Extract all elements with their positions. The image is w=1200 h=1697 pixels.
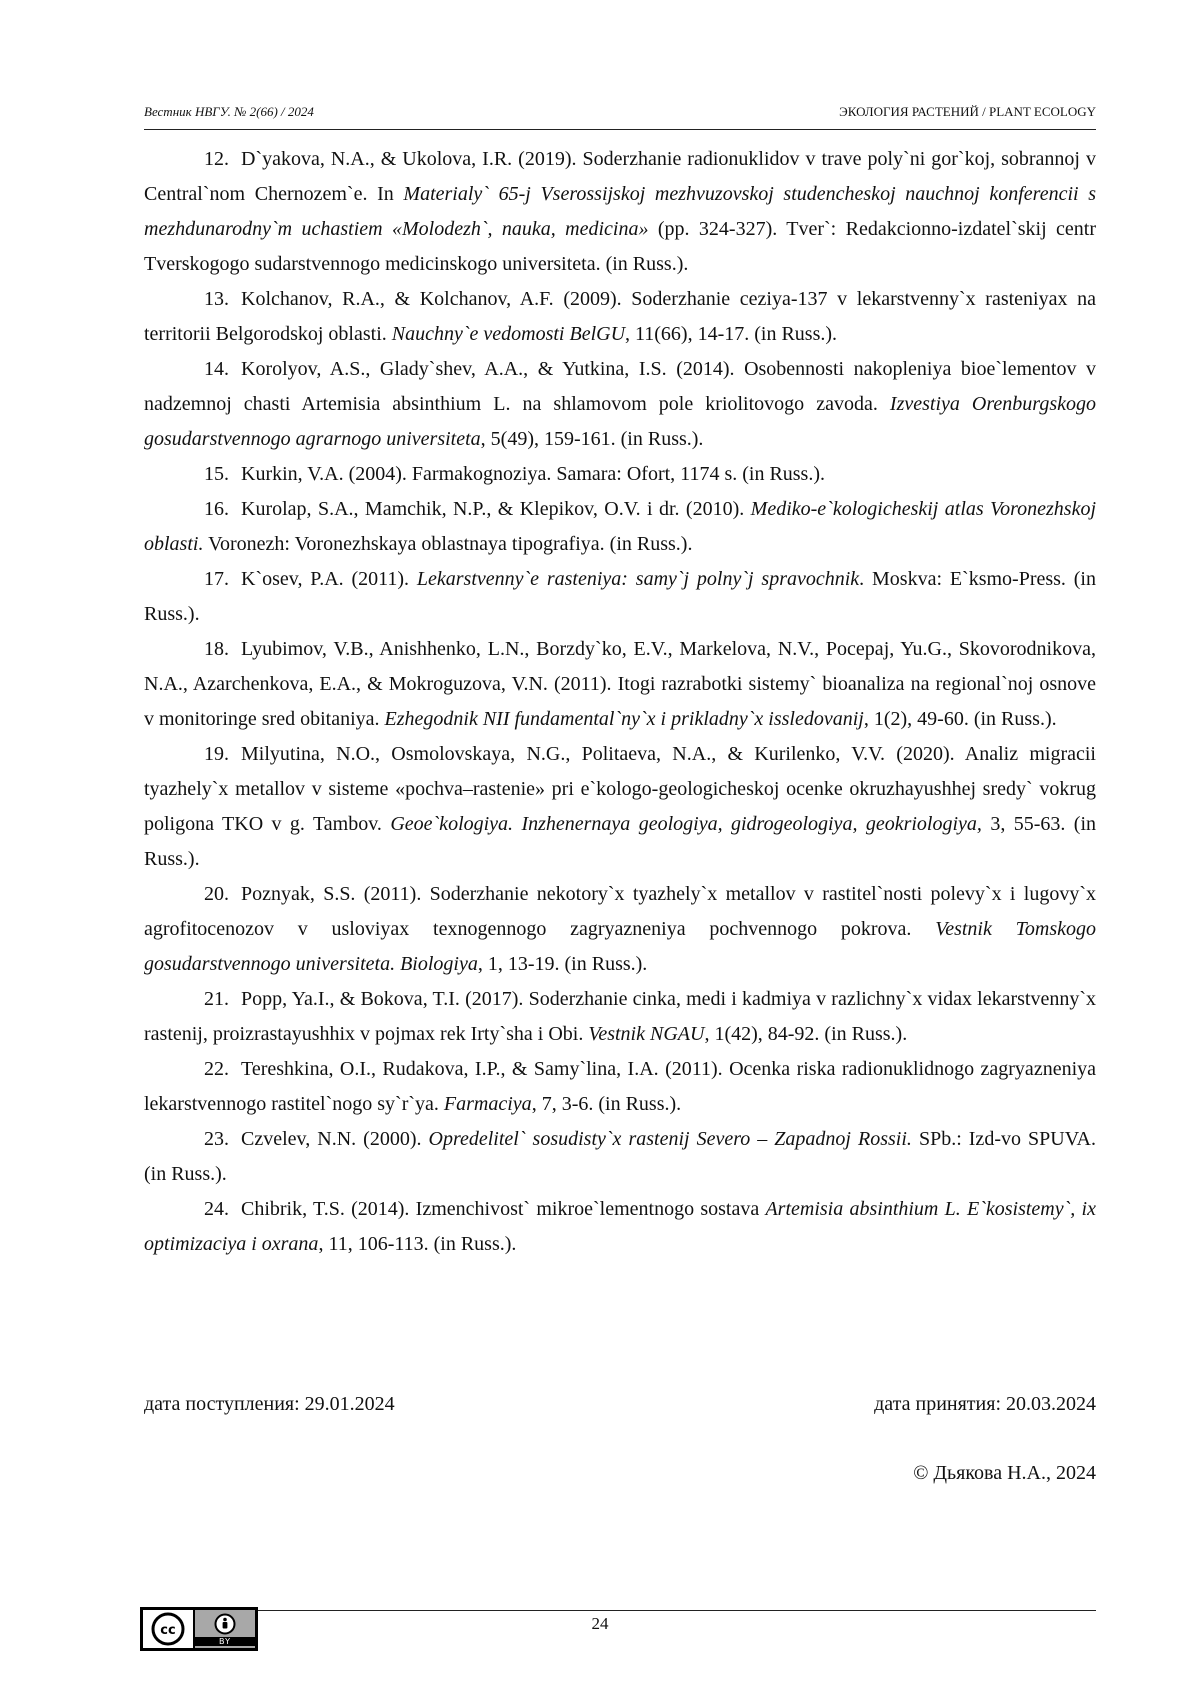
reference-item <box>144 1052 1096 1122</box>
reference-item <box>144 142 1096 282</box>
reference-text: , 1(2), 49-60. (in Russ.). <box>863 708 1057 730</box>
reference-item <box>144 492 1096 562</box>
reference-source-title: Ezhegodnik NII fundamental`ny`x i prikladny`x issledovanij <box>384 708 864 730</box>
reference-number: 16. <box>204 498 229 520</box>
reference-text: . Moskva: E`ksmo-Press. (in Russ.). <box>144 568 1096 625</box>
reference-number: 21. <box>204 988 229 1010</box>
reference-text: , 1(42), 84-92. (in Russ.). <box>704 1023 908 1045</box>
section-title: ЭКОЛОГИЯ РАСТЕНИЙ / PLANT ECOLOGY <box>839 104 1096 119</box>
reference-text: Korolyov, A.S., Glady`shev, A.A., & Yutkina, I.S. (2014). Osobennosti nakopleniya bioe`lementov v nadzemnoj chasti Artemisia absinthium L. na shlamovom pole kriolitovogo zavoda. <box>144 358 1096 415</box>
reference-text: , 11(66), 14-17. (in Russ.). <box>625 323 838 345</box>
copyright-notice: © Дьякова Н.А., 2024 <box>913 1462 1096 1484</box>
reference-item <box>144 352 1096 457</box>
footer-divider <box>144 1610 1096 1611</box>
reference-text: Lyubimov, V.B., Anishhenko, L.N., Borzdy`ko, E.V., Markelova, N.V., Pocepaj, Yu.G., Skovorodnikova, N.A., Azarchenkova, E.A., & Mokroguzova, V.N. (2011). Itogi razrabotki sistemy` bioanaliza na regional`noj osnove v monitoringe sred obitaniya. <box>144 638 1096 730</box>
reference-source-title: Mediko-e`kologicheskij atlas Voronezhskoj oblasti. <box>144 498 1096 555</box>
reference-text: Voronezh: Voronezhskaya oblastnaya tipografiya. (in Russ.). <box>203 533 693 555</box>
reference-text: , 1, 13-19. (in Russ.). <box>477 953 648 975</box>
article-dates <box>144 1393 1096 1416</box>
reference-item <box>144 282 1096 352</box>
reference-number: 24. <box>204 1198 229 1220</box>
license-label: BY <box>195 1637 255 1646</box>
reference-item <box>144 1192 1096 1262</box>
reference-text: Czvelev, N.N. (2000). <box>241 1128 429 1150</box>
reference-source-title: Farmaciya <box>443 1093 532 1115</box>
reference-source-title: Lekarstvenny`e rasteniya: samy`j polny`j spravochnik <box>416 568 860 590</box>
reference-text: Popp, Ya.I., & Bokova, T.I. (2017). Soderzhanie cinka, medi i kadmiya v razlichny`x vidax lekarstvenny`x rastenij, proizrastayushhix v pojmax rek Irty`sha i Obi. <box>144 988 1096 1045</box>
reference-number: 13. <box>204 288 229 310</box>
accepted-date: дата принятия: 20.03.2024 <box>874 1393 1096 1415</box>
reference-number: 20. <box>204 883 229 905</box>
reference-number: 15. <box>204 463 229 485</box>
reference-text: , 11, 106-113. (in Russ.). <box>318 1233 517 1255</box>
reference-list <box>144 142 1096 1262</box>
reference-item <box>144 632 1096 737</box>
reference-source-title: Vestnik Tomskogo gosudarstvennogo universiteta. Biologiya <box>144 918 1096 975</box>
reference-source-title: Nauchny`e vedomosti BelGU <box>391 323 626 345</box>
reference-item <box>144 737 1096 877</box>
reference-text: Kurolap, S.A., Mamchik, N.P., & Klepikov, O.V. i dr. (2010). <box>241 498 751 520</box>
reference-text: Tereshkina, O.I., Rudakova, I.P., & Samy`lina, I.A. (2011). Ocenka riska radionuklidnogo zagryazneniya lekarstvennogo rastitel`nogo sy`r`ya. <box>144 1058 1096 1115</box>
reference-source-title: Materialy` 65-j Vserossijskoj mezhvuzovskoj studencheskoj nauchnoj konferencii s mezhdunarodny`m uchastiem «Molodezh`, nauka, medicina» <box>144 183 1096 240</box>
reference-item <box>144 982 1096 1052</box>
reference-text: Kurkin, V.A. (2004). Farmakognoziya. Samara: Ofort, 1174 s. (in Russ.). <box>241 463 826 485</box>
reference-text: , 5(49), 159-161. (in Russ.). <box>480 428 704 450</box>
reference-number: 23. <box>204 1128 229 1150</box>
reference-number: 17. <box>204 568 229 590</box>
received-date: дата поступления: 29.01.2024 <box>144 1393 395 1415</box>
reference-source-title: Izvestiya Orenburgskogo gosudarstvennogo agrarnogo universiteta <box>144 393 1096 450</box>
header-divider <box>144 129 1096 130</box>
reference-item <box>144 562 1096 632</box>
reference-number: 14. <box>204 358 229 380</box>
reference-source-title: Vestnik NGAU <box>588 1023 705 1045</box>
reference-number: 22. <box>204 1058 229 1080</box>
reference-text: 3, 55-63. (in Russ.). <box>144 813 1096 870</box>
reference-number: 19. <box>204 743 229 765</box>
reference-number: 12. <box>204 148 229 170</box>
reference-item <box>144 1122 1096 1192</box>
reference-text: SPb.: Izd-vo SPUVA. (in Russ.). <box>144 1128 1096 1185</box>
reference-item <box>144 457 1096 492</box>
reference-text: Milyutina, N.O., Osmolovskaya, N.G., Politaeva, N.A., & Kurilenko, V.V. (2020). Analiz migracii tyazhely`x metallov v sisteme «pochva–rastenie» pri e`kologo-geologicheskoj ocenke okruzhayushhej sredy` vokrug poligona TKO v g. Tambov. <box>144 743 1096 835</box>
reference-text: D`yakova, N.A., & Ukolova, I.R. (2019). Soderzhanie radionuklidov v trave poly`ni gor`koj, sobrannoj v Central`nom Chernozem`e. In <box>144 148 1096 205</box>
reference-number: 18. <box>204 638 229 660</box>
svg-text:cc: cc <box>160 1623 176 1638</box>
reference-source-title: Opredelitel` sosudisty`x rastenij Severo – Zapadnoj Rossii. <box>428 1128 912 1150</box>
reference-item <box>144 877 1096 982</box>
page-number: 24 <box>591 1614 609 1633</box>
reference-text: K`osev, P.A. (2011). <box>241 568 417 590</box>
reference-source-title: Geoe`kologiya. Inzhenernaya geologiya, gidrogeologiya, geokriologiya, <box>390 813 982 835</box>
journal-title: Вестник НВГУ. № 2(66) / 2024 <box>144 104 314 119</box>
reference-text: (pp. 324-327). Tver`: Redakcionno-izdatel`skij centr Tverskogogo sudarstvennogo medicinskogo universiteta. (in Russ.). <box>144 218 1096 275</box>
reference-source-title: Artemisia absinthium L. E`kosistemy`, ix optimizaciya i oxrana <box>144 1198 1096 1255</box>
reference-text: Kolchanov, R.A., & Kolchanov, A.F. (2009). Soderzhanie ceziya-137 v lekarstvenny`x rasteniyax na territorii Belgorodskoj oblasti. <box>144 288 1096 345</box>
reference-text: Chibrik, T.S. (2014). Izmenchivost` mikroe`lementnogo sostava <box>241 1198 766 1220</box>
reference-text: , 7, 3-6. (in Russ.). <box>531 1093 682 1115</box>
reference-text: Poznyak, S.S. (2011). Soderzhanie nekotory`x tyazhely`x metallov v rastitel`nosti polevy`x i lugovy`x agrofitocenozov v usloviyax texnogennogo zagryazneniya pochvennogo pokrova. <box>144 883 1096 940</box>
running-header <box>144 104 1096 120</box>
